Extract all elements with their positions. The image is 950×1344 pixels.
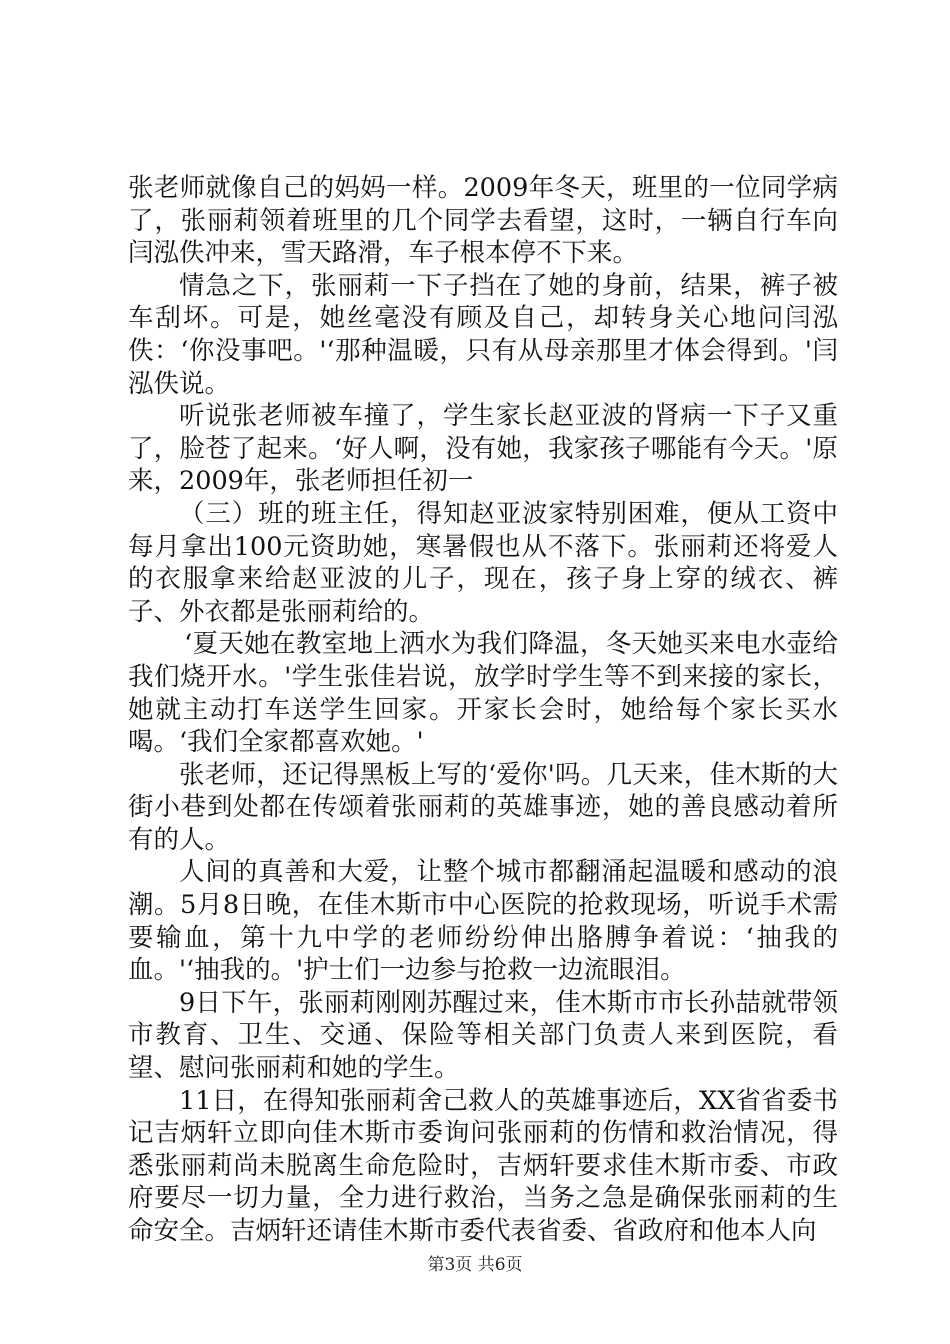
paragraph-9: 11日，在得知张丽莉舍己救人的英雄事迹后，XX省省委书记吉炳轩立即向佳木斯市委询问张丽莉的伤情和救治情况，得悉张丽莉尚未脱离生命危险时，吉炳轩要求佳木斯市委、市政府要尽一切力量，全力进行救治，当务之急是确保张丽莉的生命安全。吉炳轩还请佳木斯市委代表省委、省政府和他本人向 — [128, 1085, 838, 1246]
paragraph-1: 张老师就像自己的妈妈一样。2009年冬天，班里的一位同学病了，张丽莉领着班里的几个同学去看望，这时，一辆自行车向闫泓佚冲来，雪天路滑，车子根本停不下来。 — [128, 173, 838, 269]
paragraph-4: （三）班的班主任，得知赵亚波家特别困难，便从工资中每月拿出100元资助她，寒暑假也从不落下。张丽莉还将爱人的衣服拿来给赵亚波的儿子，现在，孩子身上穿的绒衣、裤子、外衣都是张丽莉给的。 — [128, 498, 838, 627]
paragraph-2: 情急之下，张丽莉一下子挡在了她的身前，结果，裤子被车刮坏。可是，她丝毫没有顾及自己，却转身关心地问闫泓佚：‘你没事吧。'‘那种温暖，只有从母亲那里才体会得到。'闫泓佚说。 — [128, 270, 838, 399]
paragraph-6: 张老师，还记得黑板上写的‘爱你'吗。几天来，佳木斯的大街小巷到处都在传颂着张丽莉的英雄事迹，她的善良感动着所有的人。 — [128, 759, 838, 855]
paragraph-8: 9日下午，张丽莉刚刚苏醒过来，佳木斯市市长孙喆就带领市教育、卫生、交通、保险等相关部门负责人来到医院，看望、慰问张丽莉和她的学生。 — [128, 987, 838, 1084]
page-number-footer: 第3页 共6页 — [427, 1255, 523, 1275]
document-body — [128, 172, 838, 1248]
paragraph-7: 人间的真善和大爱，让整个城市都翻涌起温暖和感动的浪潮。5月8日晚，在佳木斯市中心医院的抢救现场，听说手术需要输血，第十九中学的老师纷纷伸出胳膊争着说：‘抽我的血。'‘抽我的。'护士们一边参与抢救一边流眼泪。 — [128, 857, 838, 986]
paragraph-3: 听说张老师被车撞了，学生家长赵亚波的肾病一下子又重了，脸苍了起来。‘好人啊，没有她，我家孩子哪能有今天。'原来，2009年，张老师担任初一 — [128, 401, 838, 497]
paragraph-5: ‘夏天她在教室地上洒水为我们降温，冬天她买来电水壶给我们烧开水。'学生张佳岩说，放学时学生等不到来接的家长，她就主动打车送学生回家。开家长会时，她给每个家长买水喝。‘我们全家都喜欢她。' — [128, 629, 838, 758]
